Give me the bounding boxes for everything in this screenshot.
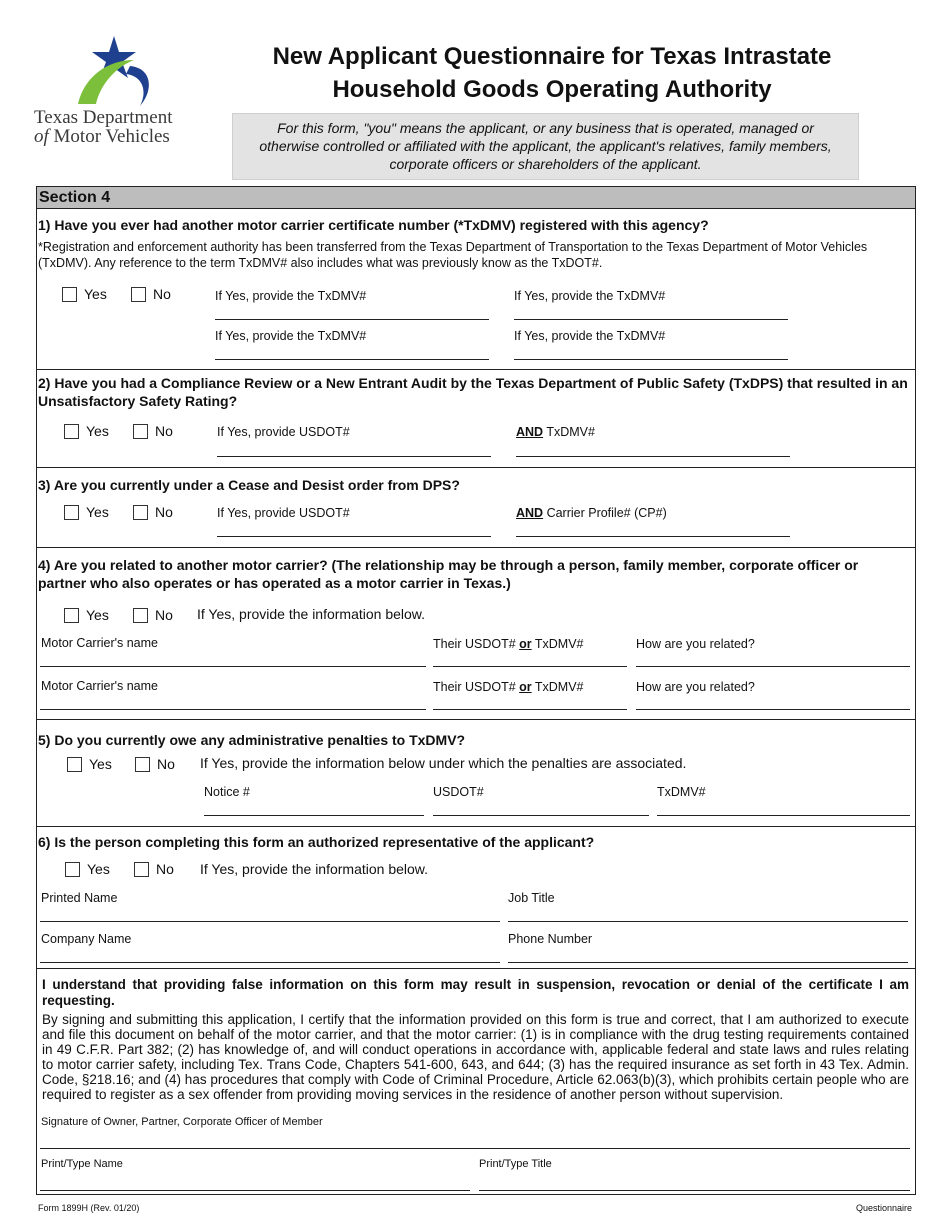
divider-q2-q3 — [36, 467, 916, 468]
q1-yes-label: Yes — [84, 286, 107, 302]
q1-yes-checkbox[interactable] — [62, 287, 77, 302]
q2-txdmv-label — [516, 424, 595, 440]
logo-line-2-rest: Motor Vehicles — [48, 126, 170, 147]
star-swoosh-icon — [34, 34, 194, 114]
q4-or-word-2: or — [519, 680, 532, 694]
q4-no-label: No — [155, 607, 173, 623]
q4-related-field-1[interactable] — [636, 666, 910, 667]
q5-usdot-label: USDOT# — [433, 785, 484, 799]
q4-yes-label: Yes — [86, 607, 109, 623]
q4-carrier-name-field-2[interactable] — [40, 709, 426, 710]
q3-no-label: No — [155, 504, 173, 520]
q5-no-label: No — [157, 756, 175, 772]
signature-label: Signature of Owner, Partner, Corporate Officer of Member — [41, 1116, 323, 1128]
divider-q1-q2 — [36, 369, 916, 370]
q2-yes-checkbox[interactable] — [64, 424, 79, 439]
q5-notice-field[interactable] — [204, 815, 424, 816]
page-title — [232, 40, 872, 106]
q3-cp-field[interactable] — [516, 536, 790, 537]
q1-txdmv-label-4: If Yes, provide the TxDMV# — [514, 329, 666, 343]
q4-or-word-1: or — [519, 637, 532, 651]
print-title-field[interactable] — [479, 1190, 910, 1191]
q1-no-checkbox[interactable] — [131, 287, 146, 302]
q6-printed-name-field[interactable] — [40, 921, 500, 922]
q6-job-title-label: Job Title — [508, 891, 555, 905]
q4-their-id-field-2[interactable] — [433, 709, 627, 710]
q3-usdot-field[interactable] — [217, 536, 491, 537]
q5-no-checkbox[interactable] — [135, 757, 150, 772]
q1-txdmv-field-1[interactable] — [215, 319, 489, 320]
divider-q4-q5 — [36, 719, 916, 720]
logo-wordmark — [34, 108, 204, 146]
q4-their-text-2: Their USDOT# — [433, 680, 520, 694]
q2-yes-label: Yes — [86, 423, 109, 439]
print-name-field[interactable] — [40, 1190, 470, 1191]
q3-yes-label: Yes — [86, 504, 109, 520]
logo-line-2-italic: of — [34, 126, 49, 147]
q3-yes-checkbox[interactable] — [64, 505, 79, 520]
q1-footnote: *Registration and enforcement authority has been transferred from the Texas Department of Transportation to the Texas Department of Motor Vehicles (TxDMV). Any reference to the term TxDMV# also includes what was previously know as the TxDOT#. — [38, 240, 868, 270]
title-line-1: New Applicant Questionnaire for Texas Intrastate — [272, 43, 832, 70]
form-id: Form 1899H (Rev. 01/20) — [38, 1203, 140, 1213]
q6-company-label: Company Name — [41, 932, 132, 946]
q3-usdot-label: If Yes, provide USDOT# — [217, 506, 350, 520]
q4-carrier-name-label-2: Motor Carrier's name — [41, 679, 158, 693]
q3-and-word: AND — [516, 506, 544, 520]
q4-related-label-2: How are you related? — [636, 680, 755, 694]
divider-q3-q4 — [36, 547, 916, 548]
q2-no-checkbox[interactable] — [133, 424, 148, 439]
q6-job-title-field[interactable] — [508, 921, 908, 922]
q4-carrier-name-label-1: Motor Carrier's name — [41, 636, 158, 650]
document-name: Questionnaire — [855, 1203, 912, 1213]
q2-usdot-label: If Yes, provide USDOT# — [217, 425, 350, 439]
q2-no-label: No — [155, 423, 173, 439]
q4-related-field-2[interactable] — [636, 709, 910, 710]
q6-printed-name-label: Printed Name — [41, 891, 118, 905]
q6-phone-field[interactable] — [508, 962, 908, 963]
q4-no-checkbox[interactable] — [133, 608, 148, 623]
q5-notice-label: Notice # — [204, 785, 250, 799]
q6-phone-label: Phone Number — [508, 932, 593, 946]
q4-related-label-1: How are you related? — [636, 637, 755, 651]
q6-hint: If Yes, provide the information below. — [200, 861, 429, 877]
print-title-label: Print/Type Title — [479, 1158, 552, 1170]
q4-carrier-name-field-1[interactable] — [40, 666, 426, 667]
q4-their-id-label-2 — [433, 679, 584, 695]
q1-txdmv-label-2: If Yes, provide the TxDMV# — [514, 289, 666, 303]
q4-their-text-1: Their USDOT# — [433, 637, 520, 651]
logo-line-2 — [34, 127, 204, 146]
section-header: Section 4 — [37, 187, 915, 209]
certification-warning: I understand that providing false information on this form may result in suspension, revocation or denial of the certificate I am requesting. — [42, 977, 909, 1008]
q5-question: 5) Do you currently owe any administrative penalties to TxDMV? — [38, 732, 466, 748]
q5-txdmv-label: TxDMV# — [657, 785, 706, 799]
q4-question: 4) Are you related to another motor carrier? (The relationship may be through a person, family member, corporate officer or partner who also operates or has operated as a motor carrier in Texas.) — [38, 557, 859, 591]
q2-question: 2) Have you had a Compliance Review or a New Entrant Audit by the Texas Department of Public Safety (TxDPS) that resulted in an Unsatisfactory Safety Rating? — [38, 375, 908, 409]
q1-txdmv-field-2[interactable] — [514, 319, 788, 320]
q5-hint: If Yes, provide the information below under which the penalties are associated. — [200, 755, 687, 771]
logo-line-1: Texas Department — [34, 107, 173, 128]
q6-company-field[interactable] — [40, 962, 500, 963]
q3-cp-label — [516, 505, 667, 521]
q2-txdmv-field[interactable] — [516, 456, 790, 457]
title-line-2: Household Goods Operating Authority — [332, 76, 772, 103]
q6-yes-checkbox[interactable] — [65, 862, 80, 877]
q2-usdot-field[interactable] — [217, 456, 491, 457]
q1-no-label: No — [153, 286, 171, 302]
q1-txdmv-label-1: If Yes, provide the TxDMV# — [215, 289, 367, 303]
q1-txdmv-label-3: If Yes, provide the TxDMV# — [215, 329, 367, 343]
q5-yes-label: Yes — [89, 756, 112, 772]
divider-q5-q6 — [36, 826, 916, 827]
q5-yes-checkbox[interactable] — [67, 757, 82, 772]
definition-note: For this form, "you" means the applicant, or any business that is operated, managed or otherwise controlled or affiliated with the applicant, the applicant's relatives, family members, corporate officers or shareholders of the applicant. — [232, 113, 859, 180]
q4-their-id-label-1 — [433, 636, 584, 652]
q2-and-word: AND — [516, 425, 544, 439]
q5-txdmv-field[interactable] — [657, 815, 910, 816]
q4-yes-checkbox[interactable] — [64, 608, 79, 623]
q6-question: 6) Is the person completing this form an authorized representative of the applicant? — [38, 834, 595, 850]
q3-question: 3) Are you currently under a Cease and Desist order from DPS? — [38, 477, 460, 493]
q6-yes-label: Yes — [87, 861, 110, 877]
q6-no-label: No — [156, 861, 174, 877]
q3-no-checkbox[interactable] — [133, 505, 148, 520]
q1-txdmv-field-4[interactable] — [514, 359, 788, 360]
q5-usdot-field[interactable] — [433, 815, 649, 816]
q4-txdmv-text-1: TxDMV# — [531, 637, 584, 651]
q4-hint: If Yes, provide the information below. — [197, 606, 426, 622]
certification-statement: By signing and submitting this application, I certify that the information provided on this form is true and correct, that I am authorized to execute and file this document on behalf of the motor carrier, and that the motor carrier: (1) is in compliance with the drug testing requirements contained in 49 C.F.R. Part 382; (2) has knowledge of, and will conduct operations in accordance with, applicable federal and state laws and rules relating to motor carrier safety, including Tex. Trans Code, Chapters 541-600, 643, and 644; (3) has the required insurance as set forth in 43 Tex. Admin. Code, §218.16; and (4) has procedures that comply with Code of Criminal Procedure, Article 62.063(b)(3), which prohibits certain people who are required to register as a sex offender from providing moving services in the residence of another person without supervision. — [42, 1012, 909, 1102]
signature-field[interactable] — [40, 1148, 910, 1149]
q2-txdmv-text: TxDMV# — [543, 425, 595, 439]
divider-q6-cert — [36, 968, 916, 969]
q1-txdmv-field-3[interactable] — [215, 359, 489, 360]
q3-cp-text: Carrier Profile# (CP#) — [543, 506, 667, 520]
q1-question: 1) Have you ever had another motor carrier certificate number (*TxDMV) registered with this agency? — [38, 217, 709, 233]
q4-their-id-field-1[interactable] — [433, 666, 627, 667]
print-name-label: Print/Type Name — [41, 1158, 123, 1170]
q4-txdmv-text-2: TxDMV# — [531, 680, 584, 694]
q6-no-checkbox[interactable] — [134, 862, 149, 877]
